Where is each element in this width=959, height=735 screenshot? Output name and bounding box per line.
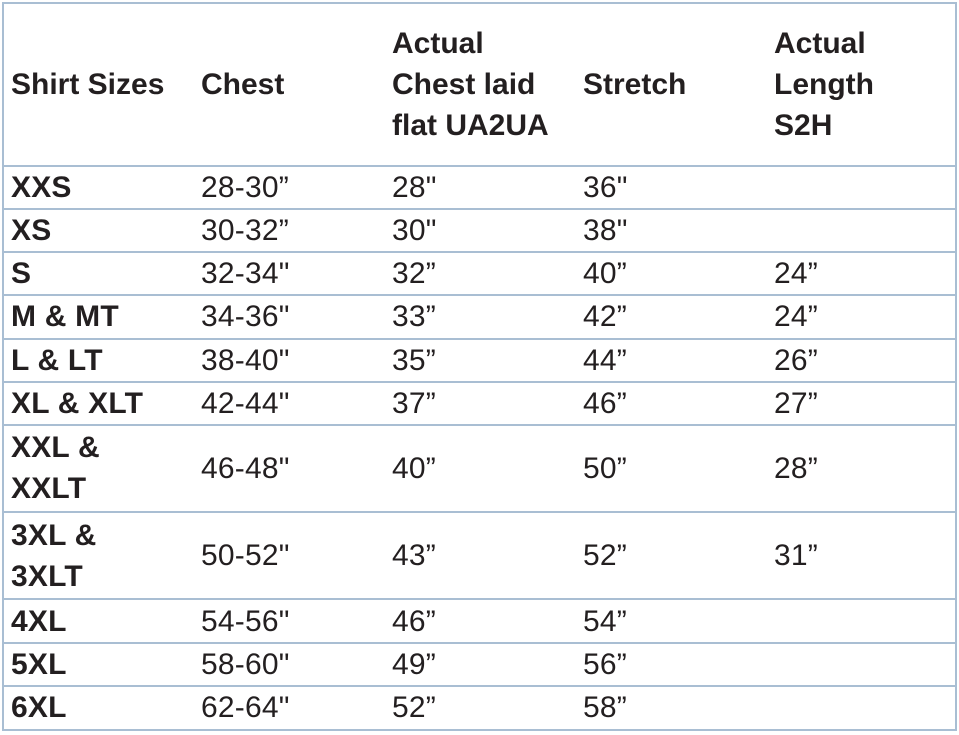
length-cell — [767, 166, 955, 209]
size-cell: XL & XLT — [4, 382, 194, 425]
table-row — [4, 295, 955, 338]
size-cell: XS — [4, 209, 194, 252]
chest-cell: 38-40" — [194, 339, 385, 382]
size-cell: L & LT — [4, 339, 194, 382]
chest-cell: 50-52" — [194, 512, 385, 599]
length-cell — [767, 209, 955, 252]
chest-cell: 46-48" — [194, 425, 385, 512]
actual-chest-cell: 40” — [385, 425, 576, 512]
actual-chest-cell: 33” — [385, 295, 576, 338]
size-cell: XXS — [4, 166, 194, 209]
actual-chest-cell: 43” — [385, 512, 576, 599]
size-cell: 5XL — [4, 643, 194, 686]
stretch-cell: 56” — [576, 643, 767, 686]
size-chart-table — [4, 4, 955, 729]
actual-chest-cell: 46” — [385, 599, 576, 642]
size-cell: M & MT — [4, 295, 194, 338]
length-cell: 27” — [767, 382, 955, 425]
length-cell — [767, 686, 955, 729]
size-cell: 3XL & 3XLT — [4, 512, 194, 599]
chest-cell: 58-60" — [194, 643, 385, 686]
chest-cell: 32-34" — [194, 252, 385, 295]
chest-cell: 54-56" — [194, 599, 385, 642]
chest-cell: 28-30” — [194, 166, 385, 209]
actual-chest-cell: 49” — [385, 643, 576, 686]
length-cell: 24” — [767, 252, 955, 295]
size-cell: 4XL — [4, 599, 194, 642]
table-row — [4, 382, 955, 425]
header-chest: Chest — [194, 4, 385, 166]
table-row — [4, 643, 955, 686]
actual-chest-cell: 32” — [385, 252, 576, 295]
table-row — [4, 209, 955, 252]
stretch-cell: 36" — [576, 166, 767, 209]
stretch-cell: 38" — [576, 209, 767, 252]
table-row — [4, 686, 955, 729]
chest-cell: 30-32” — [194, 209, 385, 252]
size-cell: XXL & XXLT — [4, 425, 194, 512]
stretch-cell: 40” — [576, 252, 767, 295]
length-cell — [767, 599, 955, 642]
size-cell: S — [4, 252, 194, 295]
stretch-cell: 44” — [576, 339, 767, 382]
actual-chest-cell: 28" — [385, 166, 576, 209]
table-row — [4, 252, 955, 295]
header-row — [4, 4, 955, 166]
table-row — [4, 425, 955, 512]
chest-cell: 34-36" — [194, 295, 385, 338]
actual-chest-cell: 52” — [392, 691, 436, 725]
length-cell: 28” — [767, 425, 955, 512]
length-cell — [767, 643, 955, 686]
stretch-cell: 42” — [576, 295, 767, 338]
stretch-cell: 58” — [583, 691, 627, 725]
header-actual-chest: Actual Chest laid flat UA2UA — [385, 4, 576, 166]
length-cell: 26” — [767, 339, 955, 382]
header-actual-length: Actual Length S2H — [767, 4, 955, 166]
stretch-cell: 54” — [576, 599, 767, 642]
table-row — [4, 599, 955, 642]
table-row — [4, 339, 955, 382]
header-shirt-sizes: Shirt Sizes — [4, 4, 194, 166]
table-row — [4, 512, 955, 599]
chest-cell: 42-44" — [194, 382, 385, 425]
actual-chest-cell: 37” — [385, 382, 576, 425]
table-row — [4, 166, 955, 209]
length-cell: 31” — [767, 512, 955, 599]
size-cell: 6XL — [11, 691, 67, 725]
size-chart — [2, 2, 957, 731]
stretch-cell: 52” — [576, 512, 767, 599]
actual-chest-cell: 35” — [385, 339, 576, 382]
stretch-cell: 46” — [576, 382, 767, 425]
actual-chest-cell: 30" — [385, 209, 576, 252]
length-cell: 24” — [767, 295, 955, 338]
chest-cell: 62-64" — [201, 691, 290, 725]
stretch-cell: 50” — [576, 425, 767, 512]
header-stretch: Stretch — [576, 4, 767, 166]
